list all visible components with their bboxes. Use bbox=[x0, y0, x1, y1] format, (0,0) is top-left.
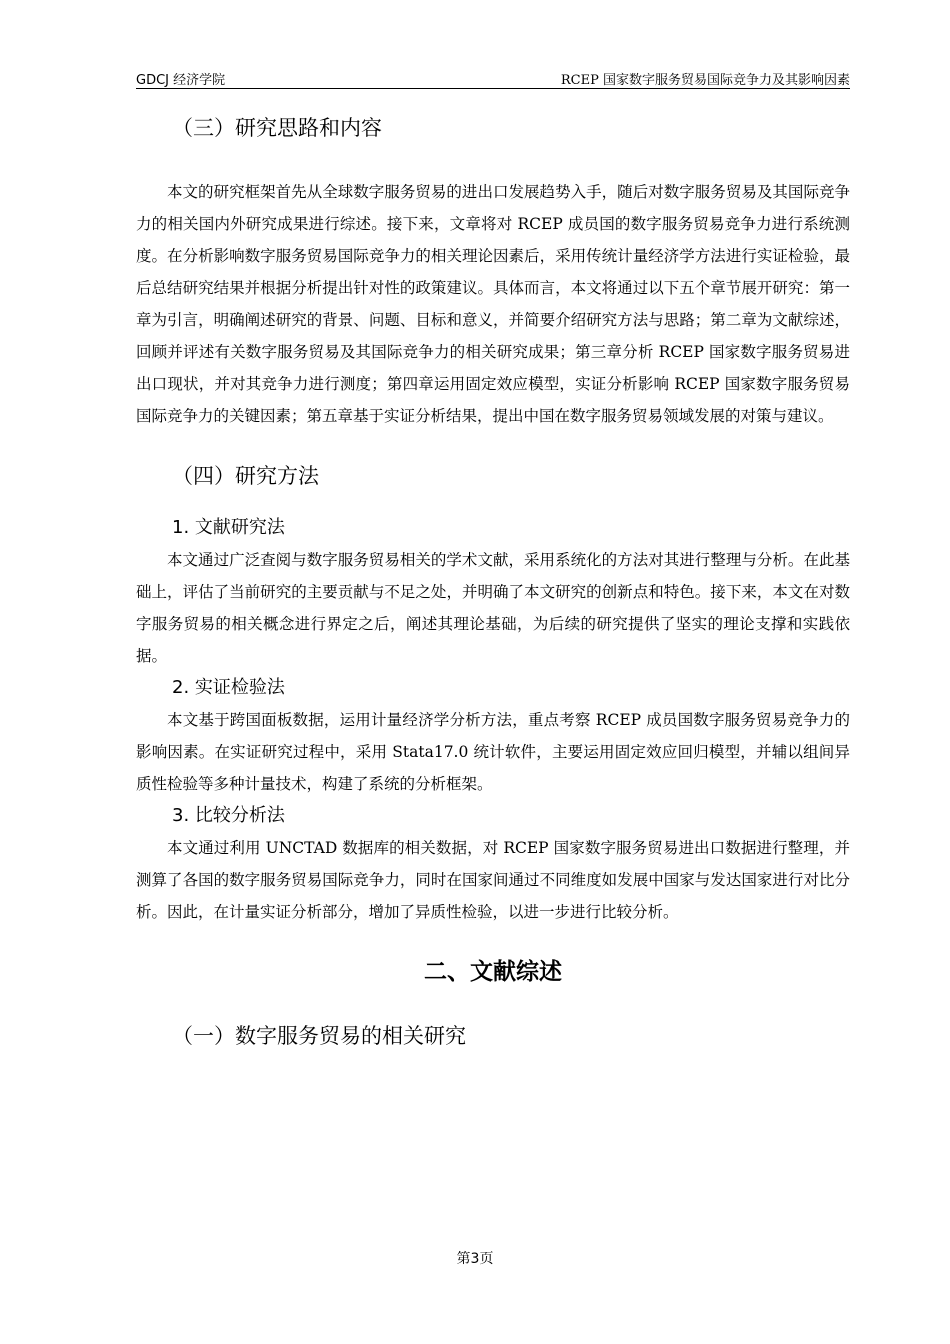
page-header bbox=[136, 68, 850, 89]
method-text-comparative: 本文通过利用 UNCTAD 数据库的相关数据，对 RCEP 国家数字服务贸易进出口数据进行整理，并测算了各国的数字服务贸易国际竞争力，同时在国家间通过不同维度如发展中国家与发达国家进行对比分析。因此，在计量实证分析部分，增加了异质性检验，以进一步进行比较分析。 bbox=[136, 839, 850, 921]
method-title-comparative: 3. 比较分析法 bbox=[172, 805, 285, 826]
method-title-literature: 1. 文献研究法 bbox=[172, 517, 285, 538]
header-thesis-title: RCEP 国家数字服务贸易国际竞争力及其影响因素 bbox=[560, 73, 850, 88]
page-number: 第3页 bbox=[456, 1251, 494, 1267]
method-text-empirical: 本文基于跨国面板数据，运用计量经济学分析方法，重点考察 RCEP 成员国数字服务贸易竞争力的影响因素。在实证研究过程中，采用 Stata17.0 统计软件，主要运用固定效应回归模型，并辅以组间异质性检验等多种计量技术，构建了系统的分析框架。 bbox=[136, 711, 850, 793]
section-title-digital-trade-research: （一）数字服务贸易的相关研究 bbox=[172, 1024, 466, 1048]
method-text-literature: 本文通过广泛查阅与数字服务贸易相关的学术文献，采用系统化的方法对其进行整理与分析。在此基础上，评估了当前研究的主要贡献与不足之处，并明确了本文研究的创新点和特色。接下来，本文在对数字服务贸易的相关概念进行界定之后，阐述其理论基础，为后续的研究提供了坚实的理论支撑和实践依据。 bbox=[136, 551, 850, 665]
section-title-research-methods: （四）研究方法 bbox=[172, 464, 319, 488]
research-approach-paragraph: 本文的研究框架首先从全球数字服务贸易的进出口发展趋势入手，随后对数字服务贸易及其国际竞争力的相关国内外研究成果进行综述。接下来，文章将对 RCEP 成员国的数字服务贸易竞争力进行系统测度。在分析影响数字服务贸易国际竞争力的相关理论因素后，采用传统计量经济学方法进行实证检验，最后总结研究结果并根据分析提出针对性的政策建议。具体而言，本文将通过以下五个章节展开研究：第一章为引言，明确阐述研究的背景、问题、目标和意义，并简要介绍研究方法与思路；第二章为文献综述，回顾并评述有关数字服务贸易及其国际竞争力的相关研究成果；第三章分析 RCEP 国家数字服务贸易进出口现状，并对其竞争力进行测度；第四章运用固定效应模型，实证分析影响 RCEP 国家数字服务贸易国际竞争力的关键因素；第五章基于实证分析结果，提出中国在数字服务贸易领域发展的对策与建议。 bbox=[136, 183, 850, 425]
method-title-empirical: 2. 实证检验法 bbox=[172, 677, 285, 698]
section-title-research-approach: （三）研究思路和内容 bbox=[172, 116, 382, 140]
page-content bbox=[136, 108, 850, 1056]
header-school: GDCJ 经济学院 bbox=[136, 73, 226, 88]
chapter-title-literature-review: 二、文献综述 bbox=[424, 959, 562, 985]
